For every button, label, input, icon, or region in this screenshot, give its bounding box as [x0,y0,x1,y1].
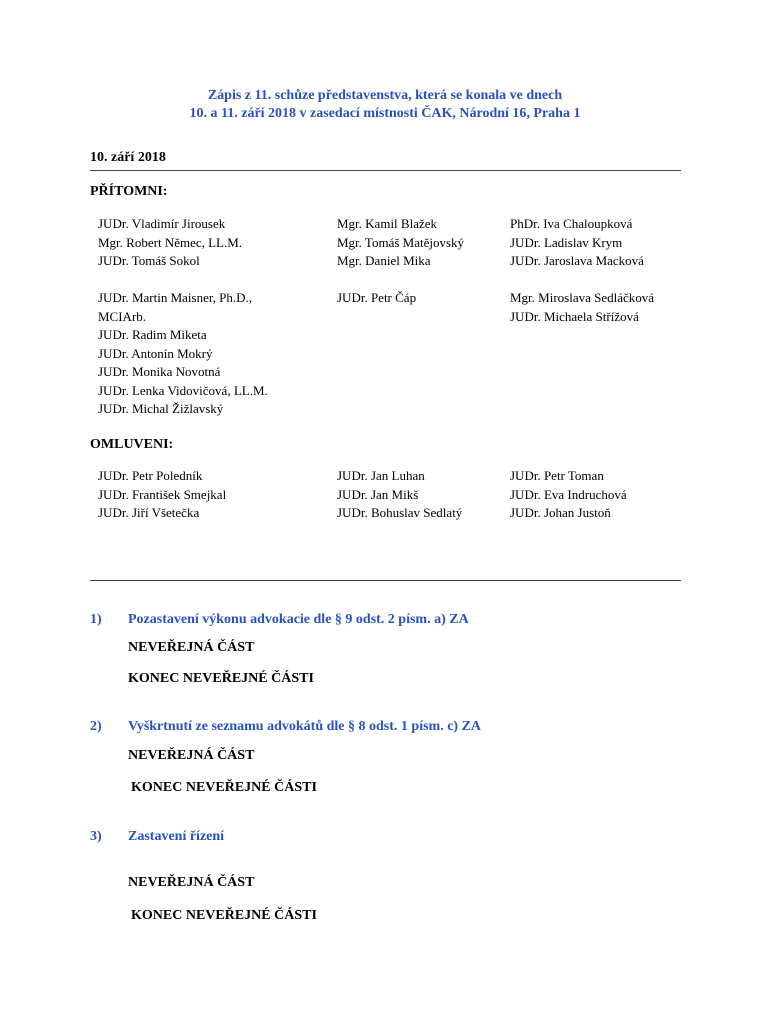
item-title: Pozastavení výkonu advokacie dle § 9 odst. 2 písm. a) ZA [128,612,469,627]
attendee-name: JUDr. Jaroslava Macková [510,253,644,268]
title-line-1: Zápis z 11. schůze představenstva, která se konala ve dnech [207,88,563,103]
attendee-name: JUDr. Tomáš Sokol [98,253,200,268]
absentee-name: JUDr. Jiří Všetečka [98,505,200,520]
present-group2-col1 [98,289,268,419]
attendee-name: Mgr. Miroslava Sedláčková [510,290,655,305]
present-group1-col2 [337,215,464,271]
attendee-name: JUDr. Monika Novotná [98,364,221,379]
nonpublic-end-label: KONEC NEVEŘEJNÉ ČÁSTI [131,908,317,923]
attendee-name: Mgr. Robert Němec, LL.M. [98,234,243,250]
attendee-name: PhDr. Iva Chaloupková [510,216,633,231]
excused-col1 [98,467,226,523]
absentee-name: JUDr. Jan Mikš [337,486,419,502]
nonpublic-label: NEVEŘEJNÁ ČÁST [128,640,255,655]
item-title: Zastavení řízení [128,829,225,844]
attendee-name: JUDr. Radim Miketa [98,327,207,342]
absentee-name: JUDr. Eva Indruchová [510,486,627,502]
attendee-name: JUDr. Petr Čáp [337,290,417,305]
nonpublic-end-label: KONEC NEVEŘEJNÉ ČÁSTI [128,671,314,686]
absentee-name: JUDr. Petr Toman [510,468,604,483]
excused-heading: OMLUVENI: [90,437,174,452]
divider-top [90,170,681,171]
present-group1-col1 [98,215,242,271]
attendee-name: JUDr. Michal Žižlavský [98,401,224,416]
attendee-name: JUDr. Martin Maisner, Ph.D., [98,290,253,305]
excused-col2 [337,467,462,523]
absentee-name: JUDr. Bohuslav Sedlatý [337,505,463,520]
attendee-name: MCIArb. [98,308,147,324]
attendee-name: JUDr. Antonín Mokrý [98,345,213,361]
attendee-name: Mgr. Kamil Blažek [337,216,438,231]
excused-col3 [510,467,627,523]
attendee-name: Mgr. Tomáš Matějovský [337,234,465,250]
item-number: 1) [90,612,102,627]
present-group2-col3 [510,289,654,326]
attendee-name: JUDr. Michaela Střížová [510,308,639,324]
absentee-name: JUDr. František Smejkal [98,486,227,502]
attendee-name: Mgr. Daniel Mika [337,253,431,268]
absentee-name: JUDr. Petr Poledník [98,468,203,483]
nonpublic-end-label: KONEC NEVEŘEJNÉ ČÁSTI [131,780,317,795]
absentee-name: JUDr. Johan Justoň [510,505,611,520]
nonpublic-label: NEVEŘEJNÁ ČÁST [128,875,255,890]
title-line-2: 10. a 11. září 2018 v zasedací místnosti ČAK, Národní 16, Praha 1 [189,106,581,121]
present-heading: PŘÍTOMNI: [90,184,168,199]
attendee-name: JUDr. Vladimír Jirousek [98,216,226,231]
absentee-name: JUDr. Jan Luhan [337,468,425,483]
divider-bottom [90,580,681,581]
item-title: Vyškrtnutí ze seznamu advokátů dle § 8 odst. 1 písm. c) ZA [128,719,482,734]
present-group1-col3 [510,215,644,271]
meeting-date: 10. září 2018 [90,150,166,165]
item-number: 2) [90,719,102,734]
attendee-name: JUDr. Lenka Vidovičová, LL.M. [98,382,268,398]
attendee-name: JUDr. Ladislav Krym [510,234,623,250]
present-group2-col2 [337,289,416,308]
item-number: 3) [90,829,102,844]
nonpublic-label: NEVEŘEJNÁ ČÁST [128,748,255,763]
